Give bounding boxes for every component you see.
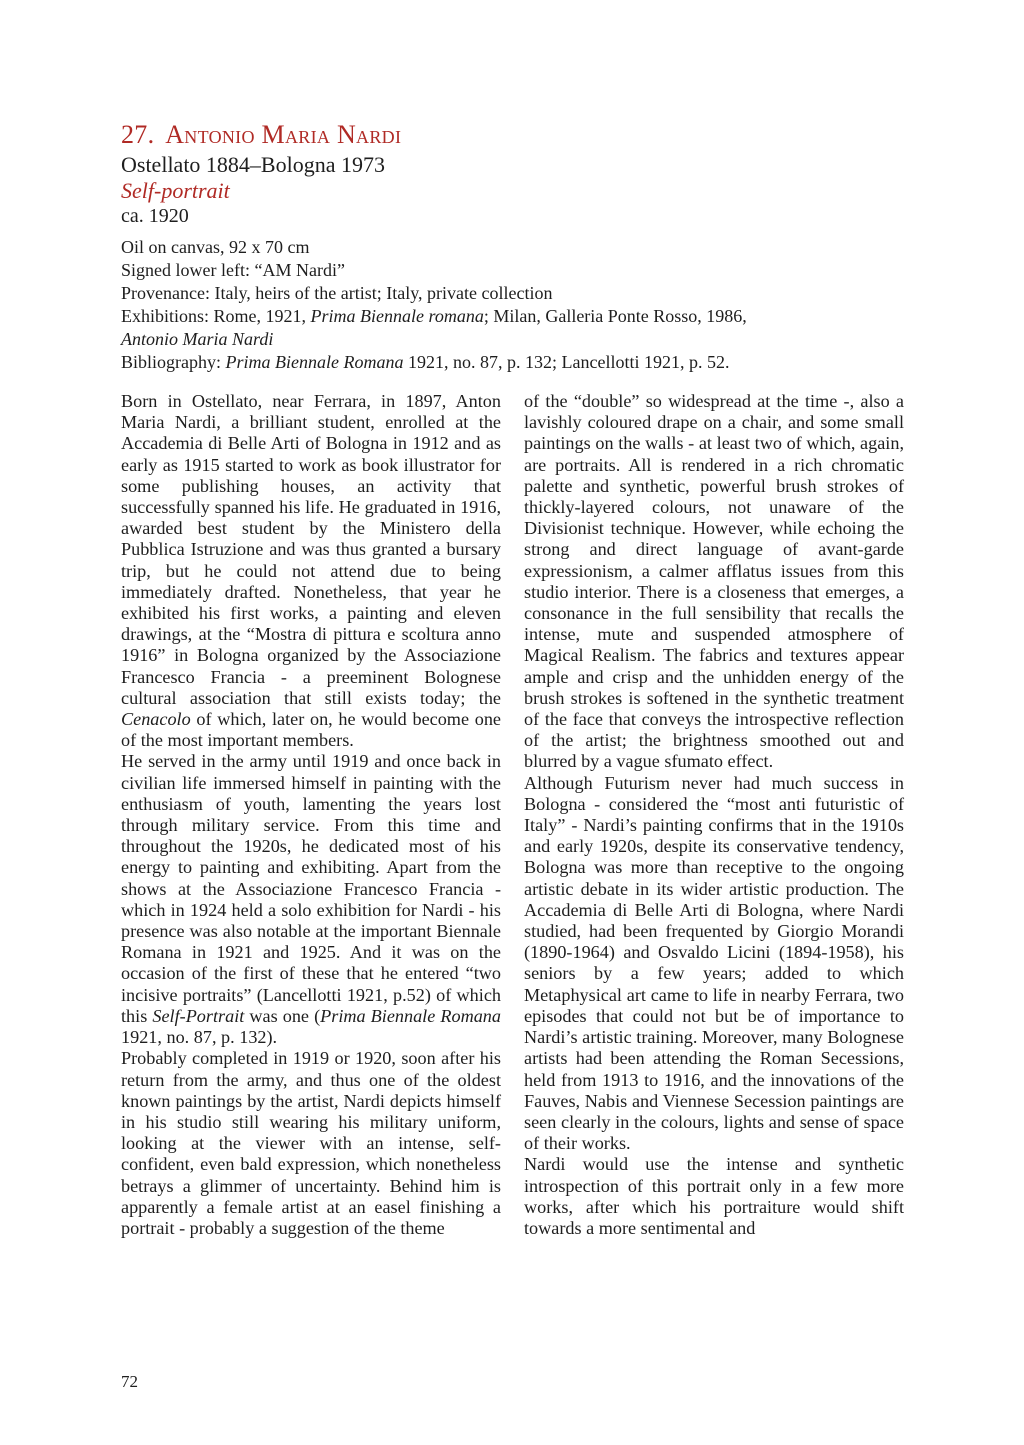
- work-date: ca. 1920: [121, 205, 189, 227]
- entry-title: [121, 120, 911, 150]
- bibliography: Bibliography: Prima Biennale Romana 1921, no. 87, p. 132; Lancellotti 1921, p. 52.: [121, 352, 730, 372]
- medium: Oil on canvas, 92 x 70 cm: [121, 237, 310, 257]
- entry-header: [121, 120, 911, 374]
- page-number: 72: [121, 1372, 138, 1391]
- right-text-column: [524, 391, 904, 1239]
- left-text-column: [121, 391, 501, 1239]
- body-paragraph: of the “double” so widespread at the time -, also a lavishly coloured drape on a chair, and some small paintings on the walls - at least two of which, again, are portraits. All is rendered in a rich chromatic palette and synthetic, powerful brush strokes of thickly-layered colours, not unaware of the Divisionist technique. However, while echoing the strong and direct language of avant-garde expressionism, a calmer afflatus issues from this studio interior. There is a closeness that emerges, a consonance in the full sensibility that recalls the intense, mute and suspended atmosphere of Magical Realism. The fabrics and textures appear ample and crisp and the unhidden energy of the brush strokes is softened in the synthetic treatment of the face that conveys the introspective reflection of the artist; the brightness smoothed out and blurred by a vague sfumato effect.: [524, 391, 904, 772]
- artist-name: Antonio Maria Nardi: [165, 120, 402, 149]
- signature: Signed lower left: “AM Nardi”: [121, 260, 345, 280]
- body-paragraph: Although Futurism never had much success in Bologna - considered the “most anti futuristic of Italy” - Nardi’s painting confirms that in the 1910s and early 1920s, despite its conservative tendency, Bologna was more than receptive to the ongoing artistic debate in its wider artistic production. The Accademia di Belle Arti di Bologna, where Nardi studied, had been frequented by Giorgio Morandi (1890-1964) and Osvaldo Licini (1894-1958), his seniors by a few years; added to which Metaphysical art came to life in nearby Ferrara, two episodes that could not but be of importance to Nardi’s artistic training. Moreover, many Bolognese artists had been attending the Roman Secessions, held from 1913 to 1916, and the innovations of the Fauves, Nabis and Viennese Secession paintings are seen clearly in the colours, lights and sense of space of their works.: [524, 772, 904, 1154]
- body-paragraph: Born in Ostellato, near Ferrara, in 1897, Anton Maria Nardi, a brilliant student, enrolled at the Accademia di Belle Arti of Bologna in 1912 and as early as 1915 started to work as book illustrator for some publishing houses, an activity that successfully spanned his life. He graduated in 1916, awarded best student by the Ministero della Pubblica Istruzione and was thus granted a bursary trip, but he could not attend due to being immediately drafted. Nonetheless, that year he exhibited his first works, a painting and eleven drawings, at the “Mostra di pittura e scoltura anno 1916” in Bologna organized by the Associazione Francesco Francia - a preeminent Bolognese cultural association that still exists today; the Cenacolo of which, later on, he would become one of the most important members.: [121, 391, 501, 751]
- exhibitions: Exhibitions: Rome, 1921, Prima Biennale romana; Milan, Galleria Ponte Rosso, 1986, Antonio Maria Nardi: [121, 306, 747, 349]
- provenance: Provenance: Italy, heirs of the artist; Italy, private collection: [121, 283, 553, 303]
- body-paragraph: He served in the army until 1919 and once back in civilian life immersed himself in painting with the enthusiasm of youth, lamenting the years lost through military service. From this time and throughout the 1920s, he dedicated most of his energy to painting and exhibiting. Apart from the shows at the Associazione Francesco Francia - which in 1924 held a solo exhibition for Nardi - his presence was also notable at the important Biennale Romana in 1921 and 1925. And it was on the occasion of the first of these that he entered “two incisive portraits” (Lancellotti 1921, p.52) of which this Self-Portrait was one (Prima Biennale Romana 1921, no. 87, p. 132).: [121, 751, 501, 1048]
- work-details: [121, 236, 911, 374]
- body-paragraph: Nardi would use the intense and synthetic introspection of this portrait only in a few more works, after which his portraiture would shift towards a more sentimental and: [524, 1154, 904, 1238]
- work-title: Self-portrait: [121, 178, 230, 203]
- artist-life-dates: Ostellato 1884–Bologna 1973: [121, 152, 385, 177]
- entry-number: 27.: [121, 120, 155, 149]
- body-paragraph: Probably completed in 1919 or 1920, soon after his return from the army, and thus one of the oldest known paintings by the artist, Nardi depicts himself in his studio still wearing his military uniform, looking at the viewer with an intense, self-confident, even bald expression, which nonetheless betrays a glimmer of uncertainty. Behind him is apparently a female artist at an easel finishing a portrait - probably a suggestion of the theme: [121, 1048, 501, 1238]
